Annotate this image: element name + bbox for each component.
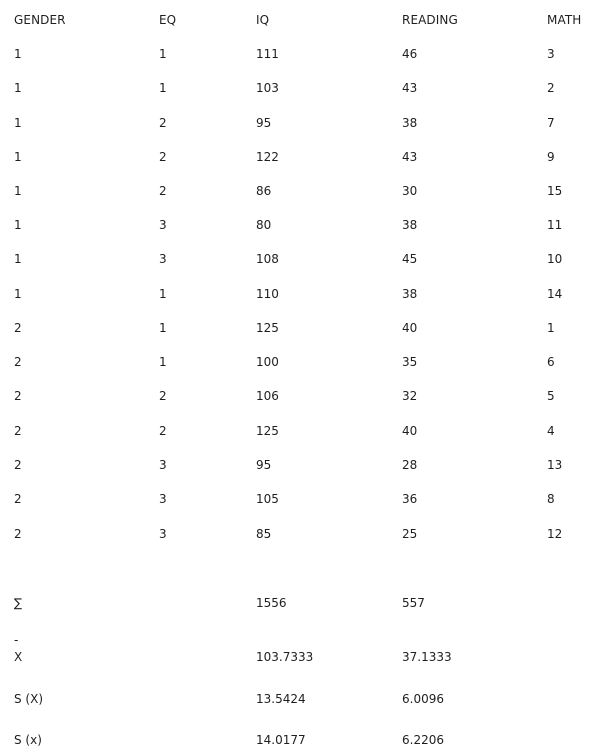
cell-reading: 38 (402, 287, 418, 301)
cell-iq: 106 (256, 389, 279, 403)
sd-lower-reading: 6.2206 (402, 733, 444, 747)
cell-reading: 36 (402, 492, 418, 506)
cell-math: 11 (547, 218, 563, 232)
cell-eq: 2 (159, 184, 167, 198)
header-reading: READING (402, 13, 458, 27)
cell-eq: 3 (159, 252, 167, 266)
sd-upper-label: S (X) (14, 692, 44, 706)
cell-reading: 28 (402, 458, 418, 472)
header-eq: EQ (159, 13, 177, 27)
cell-math: 4 (547, 424, 555, 438)
cell-gender: 1 (14, 150, 22, 164)
cell-gender: 2 (14, 355, 22, 369)
cell-gender: 1 (14, 116, 22, 130)
cell-math: 7 (547, 116, 555, 130)
cell-eq: 2 (159, 150, 167, 164)
cell-math: 15 (547, 184, 563, 198)
cell-iq: 86 (256, 184, 272, 198)
sd-upper-iq: 13.5424 (256, 692, 306, 706)
cell-reading: 30 (402, 184, 418, 198)
cell-math: 8 (547, 492, 555, 506)
header-iq: IQ (256, 13, 270, 27)
cell-reading: 32 (402, 389, 418, 403)
cell-gender: 1 (14, 252, 22, 266)
cell-reading: 45 (402, 252, 418, 266)
cell-iq: 80 (256, 218, 272, 232)
cell-gender: 1 (14, 184, 22, 198)
cell-iq: 95 (256, 116, 272, 130)
cell-eq: 3 (159, 458, 167, 472)
cell-math: 2 (547, 81, 555, 95)
cell-reading: 43 (402, 150, 418, 164)
cell-gender: 1 (14, 218, 22, 232)
cell-reading: 38 (402, 218, 418, 232)
cell-gender: 1 (14, 47, 22, 61)
cell-iq: 103 (256, 81, 279, 95)
cell-reading: 38 (402, 116, 418, 130)
cell-math: 5 (547, 389, 555, 403)
sum-reading: 557 (402, 596, 425, 610)
cell-reading: 40 (402, 321, 418, 335)
cell-iq: 125 (256, 321, 279, 335)
cell-iq: 85 (256, 527, 272, 541)
cell-iq: 100 (256, 355, 279, 369)
cell-reading: 35 (402, 355, 418, 369)
cell-eq: 1 (159, 81, 167, 95)
cell-math: 3 (547, 47, 555, 61)
cell-math: 9 (547, 150, 555, 164)
cell-gender: 1 (14, 287, 22, 301)
cell-iq: 105 (256, 492, 279, 506)
cell-gender: 2 (14, 527, 22, 541)
cell-iq: 122 (256, 150, 279, 164)
sd-upper-reading: 6.0096 (402, 692, 444, 706)
cell-gender: 2 (14, 492, 22, 506)
cell-gender: 2 (14, 321, 22, 335)
cell-iq: 125 (256, 424, 279, 438)
sd-lower-iq: 14.0177 (256, 733, 306, 747)
cell-eq: 3 (159, 527, 167, 541)
cell-math: 14 (547, 287, 563, 301)
cell-math: 10 (547, 252, 563, 266)
mean-iq: 103.7333 (256, 650, 314, 664)
cell-reading: 40 (402, 424, 418, 438)
mean-bar: - (14, 633, 19, 647)
header-math: MATH (547, 13, 582, 27)
cell-math: 6 (547, 355, 555, 369)
sum-iq: 1556 (256, 596, 287, 610)
cell-iq: 95 (256, 458, 272, 472)
cell-gender: 2 (14, 424, 22, 438)
cell-eq: 3 (159, 218, 167, 232)
cell-reading: 46 (402, 47, 418, 61)
cell-eq: 1 (159, 47, 167, 61)
cell-eq: 2 (159, 389, 167, 403)
cell-iq: 111 (256, 47, 279, 61)
cell-reading: 43 (402, 81, 418, 95)
cell-reading: 25 (402, 527, 418, 541)
cell-iq: 110 (256, 287, 279, 301)
cell-eq: 2 (159, 116, 167, 130)
cell-math: 1 (547, 321, 555, 335)
cell-eq: 3 (159, 492, 167, 506)
header-gender: GENDER (14, 13, 66, 27)
cell-eq: 1 (159, 355, 167, 369)
cell-gender: 2 (14, 458, 22, 472)
cell-gender: 2 (14, 389, 22, 403)
cell-eq: 1 (159, 321, 167, 335)
cell-eq: 1 (159, 287, 167, 301)
cell-eq: 2 (159, 424, 167, 438)
mean-reading: 37.1333 (402, 650, 452, 664)
cell-gender: 1 (14, 81, 22, 95)
mean-label: X (14, 650, 23, 664)
cell-math: 12 (547, 527, 563, 541)
sd-lower-label: S (x) (14, 733, 42, 747)
sum-symbol: ∑ (14, 596, 23, 610)
cell-math: 13 (547, 458, 563, 472)
cell-iq: 108 (256, 252, 279, 266)
